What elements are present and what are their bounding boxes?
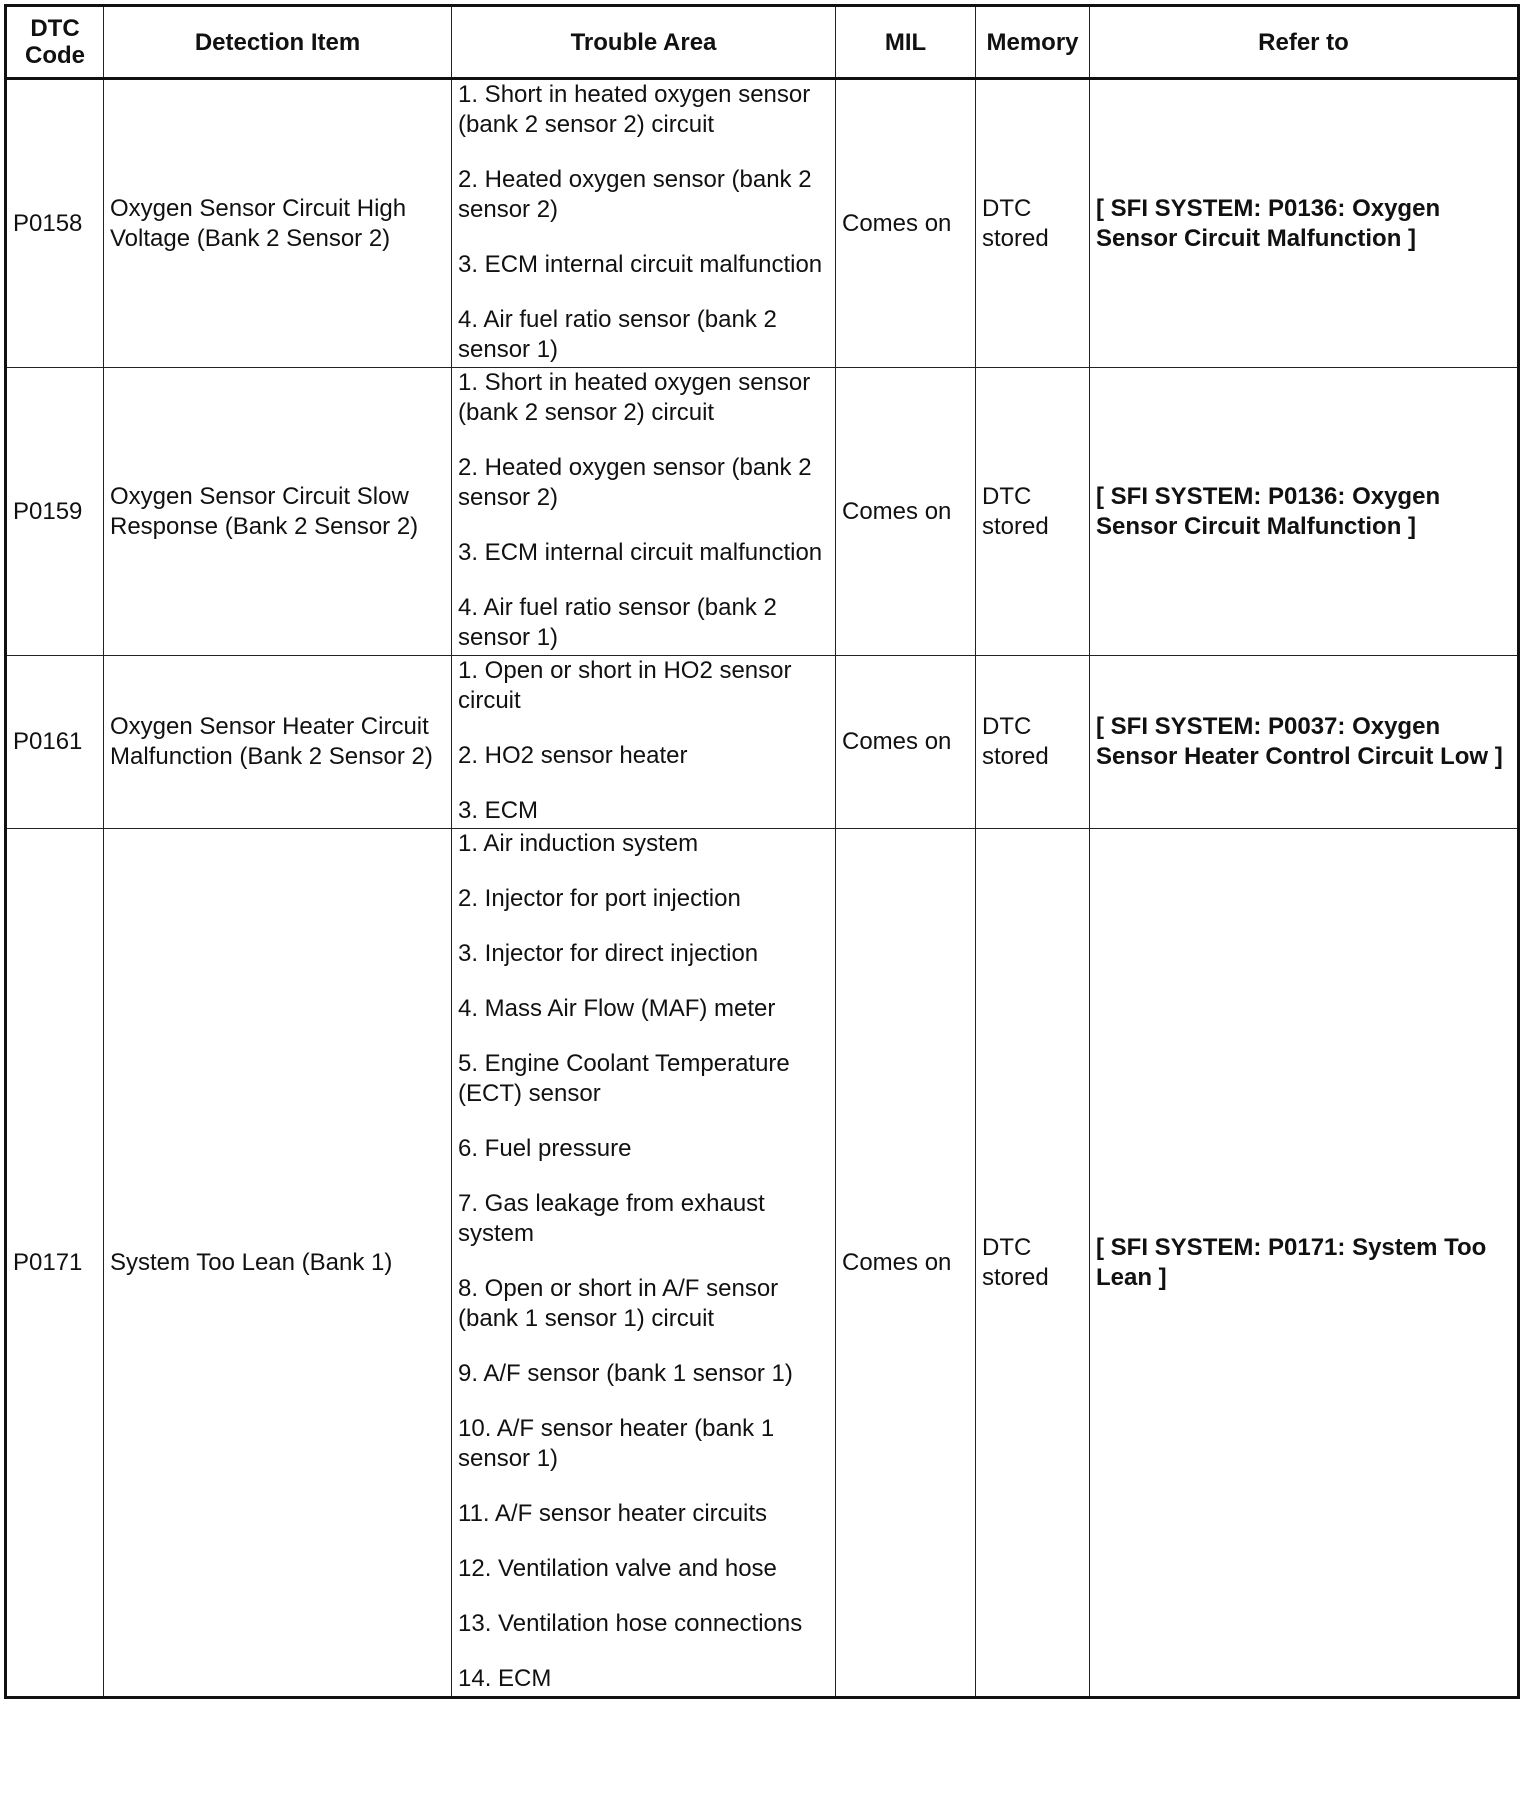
trouble-area-item: 5. Engine Coolant Temperature (ECT) sensor (458, 1050, 790, 1107)
trouble-area-item: 1. Short in heated oxygen sensor (bank 2 sensor 2) circuit (458, 81, 811, 138)
trouble-area-item: 9. A/F sensor (bank 1 sensor 1) (458, 1360, 793, 1387)
detection-item-cell: Oxygen Sensor Circuit High Voltage (Bank 2 Sensor 2) (104, 79, 452, 368)
dtc-table-page (4, 4, 1517, 1795)
detection-item-cell: System Too Lean (Bank 1) (104, 829, 452, 1698)
table-row (6, 829, 1519, 1698)
header-refer-to: Refer to (1090, 6, 1519, 79)
trouble-area-item: 8. Open or short in A/F sensor (bank 1 sensor 1) circuit (458, 1275, 779, 1332)
trouble-area-item: 1. Open or short in HO2 sensor circuit (458, 657, 792, 714)
trouble-area-list (458, 368, 829, 653)
detection-item-cell: Oxygen Sensor Heater Circuit Malfunction (Bank 2 Sensor 2) (104, 656, 452, 829)
trouble-area-item: 1. Air induction system (458, 830, 699, 857)
trouble-area-list (458, 80, 829, 365)
dtc-code-cell: P0161 (6, 656, 104, 829)
trouble-area-list (458, 656, 829, 826)
trouble-area-item: 3. ECM internal circuit malfunction (458, 539, 823, 566)
trouble-area-item: 4. Mass Air Flow (MAF) meter (458, 995, 776, 1022)
trouble-area-item: 1. Short in heated oxygen sensor (bank 2 sensor 2) circuit (458, 369, 811, 426)
header-row (6, 6, 1519, 79)
header-memory: Memory (976, 6, 1090, 79)
trouble-area-item: 11. A/F sensor heater circuits (458, 1500, 768, 1527)
trouble-area-cell (452, 656, 836, 829)
trouble-area-item: 2. HO2 sensor heater (458, 742, 688, 769)
dtc-code-cell: P0159 (6, 368, 104, 656)
trouble-area-cell (452, 79, 836, 368)
trouble-area-item: 13. Ventilation hose connections (458, 1610, 803, 1637)
trouble-area-item: 2. Heated oxygen sensor (bank 2 sensor 2) (458, 454, 812, 511)
trouble-area-item: 10. A/F sensor heater (bank 1 sensor 1) (458, 1415, 775, 1472)
refer-to-link[interactable]: [ SFI SYSTEM: P0136: Oxygen Sensor Circuit Malfunction ] (1090, 368, 1519, 656)
trouble-area-item: 3. ECM (458, 797, 539, 824)
trouble-area-item: 2. Heated oxygen sensor (bank 2 sensor 2) (458, 166, 812, 223)
table-body (6, 79, 1519, 1698)
trouble-area-cell (452, 368, 836, 656)
table-row (6, 79, 1519, 368)
trouble-area-list (458, 829, 829, 1694)
header-trouble-area: Trouble Area (452, 6, 836, 79)
header-detection-item: Detection Item (104, 6, 452, 79)
mil-cell: Comes on (836, 368, 976, 656)
header-dtc-code: DTC Code (6, 6, 104, 79)
trouble-area-cell (452, 829, 836, 1698)
trouble-area-item: 7. Gas leakage from exhaust system (458, 1190, 765, 1247)
trouble-area-item: 3. Injector for direct injection (458, 940, 759, 967)
trouble-area-item: 12. Ventilation valve and hose (458, 1555, 777, 1582)
table-row (6, 656, 1519, 829)
memory-cell: DTC stored (976, 656, 1090, 829)
dtc-code-cell: P0171 (6, 829, 104, 1698)
trouble-area-item: 2. Injector for port injection (458, 885, 741, 912)
mil-cell: Comes on (836, 79, 976, 368)
detection-item-cell: Oxygen Sensor Circuit Slow Response (Bank 2 Sensor 2) (104, 368, 452, 656)
dtc-code-cell: P0158 (6, 79, 104, 368)
trouble-area-item: 14. ECM (458, 1665, 552, 1692)
header-mil: MIL (836, 6, 976, 79)
refer-to-link[interactable]: [ SFI SYSTEM: P0037: Oxygen Sensor Heater Control Circuit Low ] (1090, 656, 1519, 829)
memory-cell: DTC stored (976, 79, 1090, 368)
memory-cell: DTC stored (976, 368, 1090, 656)
mil-cell: Comes on (836, 829, 976, 1698)
trouble-area-item: 4. Air fuel ratio sensor (bank 2 sensor 1) (458, 306, 777, 363)
trouble-area-item: 4. Air fuel ratio sensor (bank 2 sensor 1) (458, 594, 777, 651)
memory-cell: DTC stored (976, 829, 1090, 1698)
trouble-area-item: 3. ECM internal circuit malfunction (458, 251, 823, 278)
refer-to-link[interactable]: [ SFI SYSTEM: P0171: System Too Lean ] (1090, 829, 1519, 1698)
table-row (6, 368, 1519, 656)
mil-cell: Comes on (836, 656, 976, 829)
refer-to-link[interactable]: [ SFI SYSTEM: P0136: Oxygen Sensor Circuit Malfunction ] (1090, 79, 1519, 368)
trouble-area-item: 6. Fuel pressure (458, 1135, 632, 1162)
dtc-table (4, 4, 1520, 1699)
